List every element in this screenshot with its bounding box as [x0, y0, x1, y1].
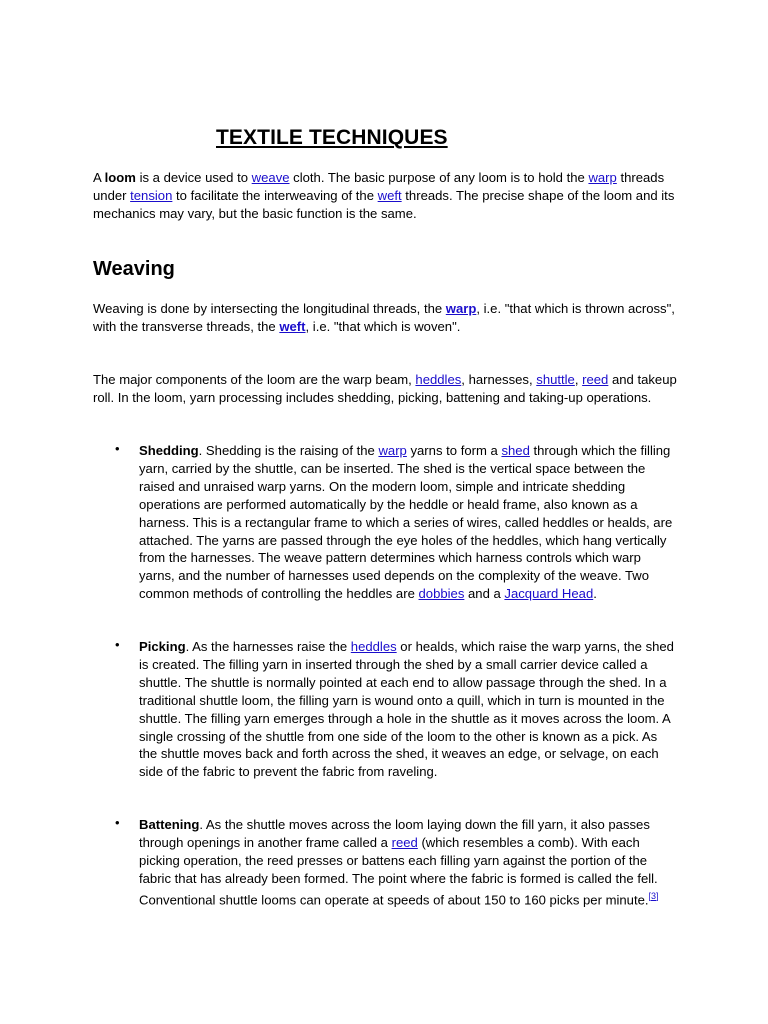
- loom-term: loom: [104, 170, 136, 185]
- text: yarns to form a: [406, 443, 502, 458]
- shedding-item: [139, 442, 676, 603]
- text: . As the harnesses raise the: [185, 639, 351, 654]
- weaving-paragraph: [93, 300, 683, 336]
- warp-link[interactable]: warp: [378, 443, 407, 458]
- text: , harnesses,: [461, 372, 537, 387]
- shed-link[interactable]: shed: [501, 443, 530, 458]
- text: Weaving is done by intersecting the longitudinal threads, the: [93, 301, 446, 316]
- reed-link[interactable]: reed: [582, 372, 609, 387]
- text: is a device used to: [135, 170, 252, 185]
- text: cloth. The basic purpose of any loom is to hold the: [289, 170, 589, 185]
- text: to facilitate the interweaving of the: [172, 187, 378, 203]
- text: . Shedding is the raising of the: [198, 443, 379, 458]
- text: (which resembles a comb). With each picking operation, the reed presses or battens each filling yarn against the portion of the fabric that has already been formed. The point where the fabric is formed is called the fell. Conventional shuttle looms can operate at speeds of about 150 to 160 picks per minute.: [139, 834, 658, 907]
- text: . As the shuttle moves across the loom laying down the fill yarn, it also passes through openings in another frame called a: [139, 817, 650, 850]
- dobbies-link[interactable]: dobbies: [418, 586, 465, 602]
- text: , i.e. "that which is thrown across", with the transverse threads, the: [93, 301, 675, 334]
- jacquard-head-link[interactable]: Jacquard Head: [504, 586, 594, 602]
- text: ,: [574, 372, 583, 387]
- warp-link[interactable]: warp: [588, 170, 617, 185]
- text: The major components of the loom are the warp beam,: [93, 372, 416, 387]
- battening-item: [139, 816, 676, 909]
- battening-term: Battening: [139, 817, 200, 832]
- intro-paragraph: [93, 169, 683, 223]
- heddles-link[interactable]: heddles: [350, 639, 397, 654]
- text: A: [93, 170, 105, 185]
- footnote-link[interactable]: [3]: [648, 890, 659, 901]
- weft-link[interactable]: weft: [279, 318, 306, 334]
- weft-link[interactable]: weft: [377, 187, 402, 203]
- text: and takeup roll. In the loom, yarn processing includes shedding, picking, battening and taking-up operations.: [93, 372, 677, 405]
- bullet-icon: •: [115, 441, 120, 456]
- text: .: [593, 586, 597, 602]
- tension-link[interactable]: tension: [130, 187, 173, 203]
- picking-item: [139, 638, 676, 781]
- reed-link[interactable]: reed: [391, 834, 418, 850]
- bullet-icon: •: [115, 815, 120, 830]
- weaving-heading: Weaving: [93, 258, 175, 280]
- components-paragraph: [93, 371, 683, 407]
- text: through which the filling yarn, carried by the shuttle, can be inserted. The shed is the vertical space between the raised and unraised warp yarns. On the modern loom, simple and intricate shedding operations are performed automatically by the heddle or heald frame, also known as a harness. This is a rectangular frame to which a series of wires, called heddles or healds, are attached. The yarns are passed through the eye holes of the heddles, which hang vertically from the harnesses. The weave pattern determines which harness controls which warp yarns, and the number of harnesses used depends on the complexity of the weave. Two common methods of controlling the heddles are: [139, 443, 673, 602]
- text: threads. The precise shape of the loom and its mechanics may vary, but the basic function is the same.: [93, 187, 675, 221]
- bullet-icon: •: [115, 637, 120, 652]
- heddles-link[interactable]: heddles: [415, 372, 462, 387]
- text: , i.e. "that which is woven".: [305, 318, 461, 334]
- picking-term: Picking: [139, 639, 186, 654]
- warp-link[interactable]: warp: [445, 301, 477, 316]
- shedding-term: Shedding: [139, 443, 199, 458]
- weave-link[interactable]: weave: [251, 170, 290, 185]
- text: or healds, which raise the warp yarns, the shed is created. The filling yarn in inserted through the shed by a small carrier device called a shuttle. The shuttle is normally pointed at each end to allow passage through the shed. In a traditional shuttle loom, the filling yarn is wound onto a quill, which in turn is mounted in the shuttle. The filling yarn emerges through a hole in the shuttle as it moves across the loom. A single crossing of the shuttle from one side of the loom to the other is known as a pick. As the shuttle moves back and forth across the shed, it weaves an edge, or selvage, on each side of the fabric to prevent the fabric from raveling.: [139, 639, 674, 780]
- page-title: TEXTILE TECHNIQUES: [216, 126, 448, 149]
- text: and a: [464, 586, 505, 602]
- shuttle-link[interactable]: shuttle: [536, 372, 575, 387]
- text: threads under: [93, 170, 665, 203]
